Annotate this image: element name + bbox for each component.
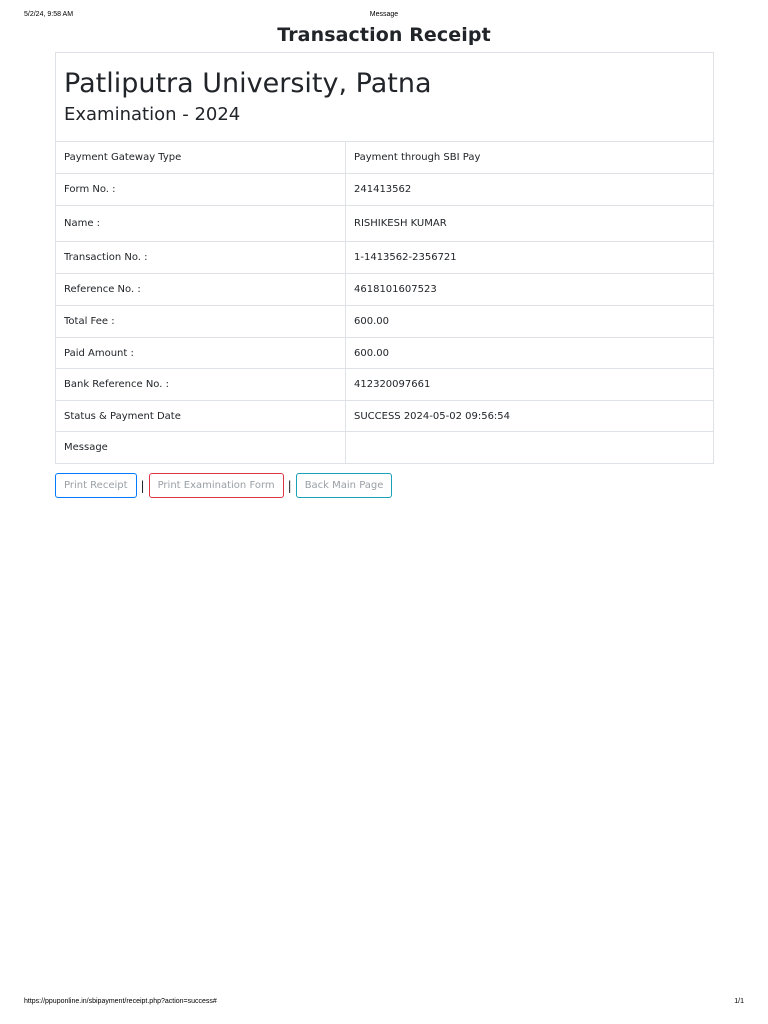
table-row [56,274,714,306]
row-value: 412320097661 [346,369,714,401]
table-row [56,338,714,369]
action-buttons [55,473,392,498]
print-datetime: 5/2/24, 9:58 AM [24,11,74,18]
print-page-number: 1/1 [734,998,744,1005]
exam-name: Examination - 2024 [64,103,241,125]
row-value: 241413562 [346,174,714,206]
page-title: Transaction Receipt [277,24,491,46]
university-heading-row [56,53,714,142]
row-label: Paid Amount : [56,338,346,369]
row-value [346,432,714,464]
print-header [24,11,744,23]
row-value: RISHIKESH KUMAR [346,206,714,242]
back-main-page-button[interactable]: Back Main Page [296,473,393,498]
receipt-table [55,52,714,464]
row-label: Total Fee : [56,306,346,338]
print-tab-title: Message [369,11,399,18]
separator: | [287,478,292,493]
row-label: Reference No. : [56,274,346,306]
row-value: 4618101607523 [346,274,714,306]
row-value: 600.00 [346,338,714,369]
print-url: https://ppuponline.in/sbipayment/receipt.php?action=success# [24,998,217,1005]
print-footer [24,998,744,1010]
university-heading-cell [56,53,714,142]
row-label: Transaction No. : [56,242,346,274]
table-row [56,432,714,464]
row-label: Form No. : [56,174,346,206]
row-value: 600.00 [346,306,714,338]
table-row [56,242,714,274]
row-label: Status & Payment Date [56,401,346,432]
row-value: SUCCESS 2024-05-02 09:56:54 [346,401,714,432]
print-examination-form-button[interactable]: Print Examination Form [149,473,284,498]
row-value: Payment through SBI Pay [346,142,714,174]
table-row [56,401,714,432]
row-label: Bank Reference No. : [56,369,346,401]
separator: | [140,478,145,493]
university-name: Patliputra University, Patna [64,68,432,100]
table-row [56,174,714,206]
row-label: Message [56,432,346,464]
table-row [56,206,714,242]
table-row [56,369,714,401]
row-value: 1-1413562-2356721 [346,242,714,274]
row-label: Name : [56,206,346,242]
table-row [56,142,714,174]
print-receipt-button[interactable]: Print Receipt [55,473,137,498]
table-row [56,306,714,338]
row-label: Payment Gateway Type [56,142,346,174]
